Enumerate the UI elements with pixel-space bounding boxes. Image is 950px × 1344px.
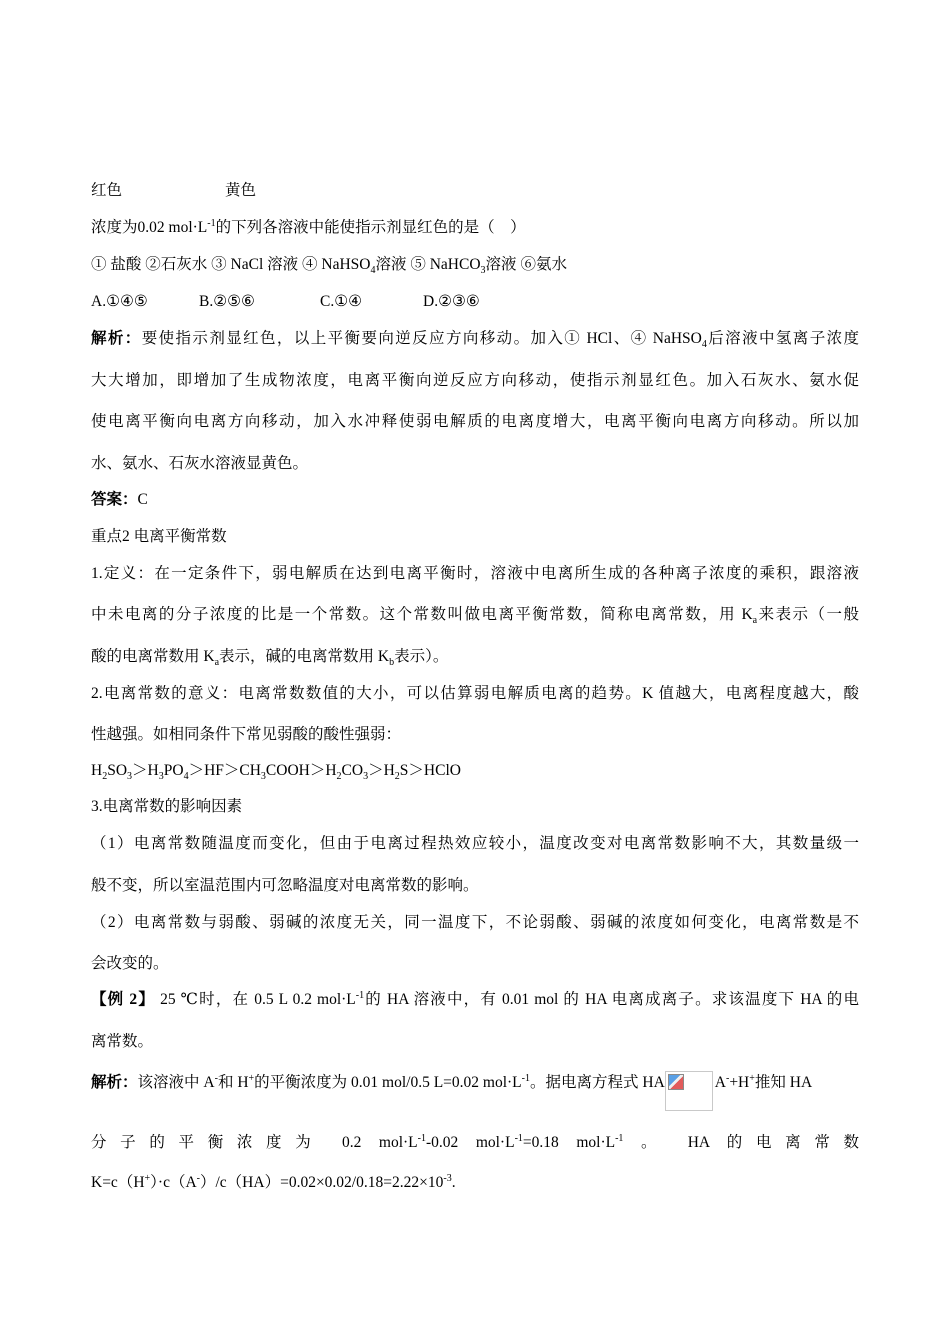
broken-image-icon [665, 1071, 713, 1111]
factor1-line1: （1）电离常数随温度而变化，但由于电离过程热效应较小，温度改变对电离常数影响不大，其数量级一 [91, 835, 859, 852]
meaning-line2: 性越强。如相同条件下常见弱酸的酸性强弱： [91, 726, 402, 743]
analysis1-line1: 解析：要使指示剂显红色，以上平衡要向逆反应方向移动。加入① HCl、④ NaHSO$_4$后溶液中氢离子浓度 [91, 330, 859, 351]
answer: 答案：C [91, 491, 148, 508]
factor1-line2: 般不变，所以室温范围内可忽略温度对电离常数的影响。 [91, 877, 479, 894]
question-stem: 浓度为0.02 $mol\cdot L^{-1}$的下列各溶液中能使指示剂显红色的是（ ） [91, 217, 526, 236]
definition-line2: 中未电离的分子浓度的比是一个常数。这个常数叫做电离平衡常数，简称电离常数，用 $K_a$来表示（一般 [91, 606, 859, 627]
acid-strength-order: $H_2SO_3>H_3PO_4>HF>CH_3COOH>H_2CO_3>H_2S>HClO$ [91, 762, 461, 783]
example2-line2: 离常数。 [91, 1033, 154, 1050]
question-options: ① 盐酸 ②石灰水 ③ NaCl 溶液 ④ NaHSO$_4$溶液 ⑤ NaHCO$_3$溶液 ⑥氨水 [91, 256, 567, 277]
analysis2-line3: $K=c(H^+)\cdot c(A^-)/c(HA)=0.02\times 0.02/0.18=2.22\times 10^{-3}$. [91, 1172, 456, 1191]
choice-c: C.①④ [320, 293, 363, 310]
choice-b: B.②⑤⑥ [199, 293, 255, 310]
factor2-line2: 会改变的。 [91, 955, 169, 972]
yellow-label: 黄色 [225, 182, 257, 199]
analysis2-line1: 解析：该溶液中 A-和 H+的平衡浓度为 0.01 mol/0.5 L=0.02 $mol\cdot L^{-1}$。据电离方程式 HA A-+H+推知 HA [91, 1073, 859, 1111]
meaning-line1: 2.电离常数的意义：电离常数数值的大小，可以估算弱电解质电离的趋势。K 值越大，电离程度越大，酸 [91, 685, 859, 702]
choice-d: D.②③⑥ [423, 293, 480, 310]
analysis1-line3: 使电离平衡向电离方向移动，加入水冲释使弱电解质的电离度增大，电离平衡向电离方向移动。所以加 [91, 413, 859, 430]
analysis1-line4: 水、氨水、石灰水溶液显黄色。 [91, 455, 309, 472]
definition-line1: 1.定义：在一定条件下，弱电解质在达到电离平衡时，溶液中电离所生成的各种离子浓度的乘积，跟溶液 [91, 565, 859, 582]
analysis1-line2: 大大增加，即增加了生成物浓度，电离平衡向逆反应方向移动，使指示剂显红色。加入石灰水、氨水促 [91, 372, 859, 389]
example2-line1: 【例 2】 25 ℃时，在 0.5 L 0.2 $mol\cdot L^{-1}$的 HA 溶液中，有 0.01 mol 的 HA 电离成离子。求该温度下 HA 的电 [91, 989, 859, 1008]
point2-title: 重点2 电离平衡常数 [91, 528, 227, 545]
color-labels [91, 181, 859, 201]
definition-line3: 酸的电离常数用 $K_a$表示，碱的电离常数用 $K_b$表示）。 [91, 648, 449, 669]
analysis2-line2: 分子的平衡浓度为 0.2 $mol\cdot L^{-1}-0.02$ $mol\cdot L^{-1}=0.18$ $mol\cdot L^{-1}$ 。 HA 的电离常数 [91, 1132, 860, 1151]
factor2-line1: （2）电离常数与弱酸、弱碱的浓度无关，同一温度下，不论弱酸、弱碱的浓度如何变化，电离常数是不 [91, 914, 859, 931]
factor-title: 3.电离常数的影响因素 [91, 798, 243, 815]
red-label: 红色 [91, 182, 123, 199]
choice-a: A.①④⑤ [91, 293, 148, 310]
